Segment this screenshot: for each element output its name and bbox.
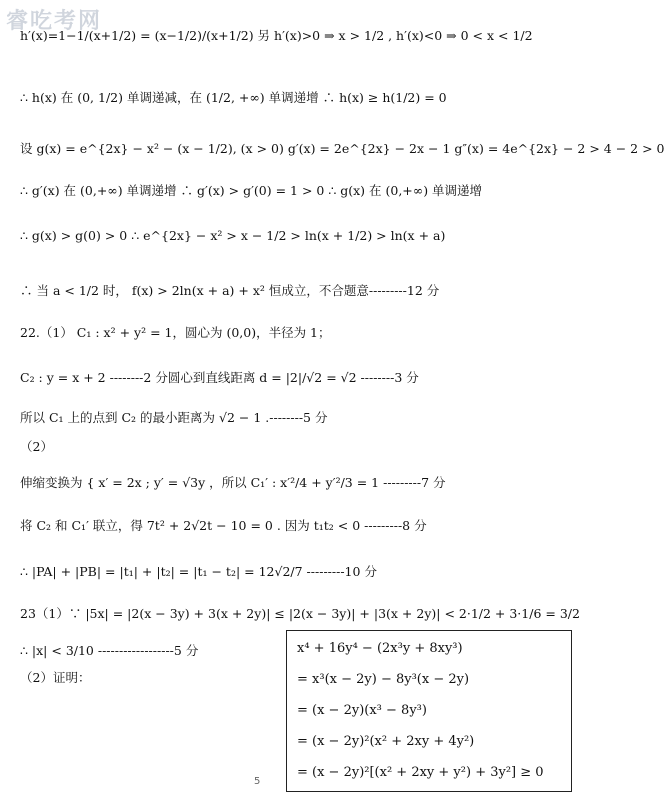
line-1: h′(x)=1−1/(x+1/2) = (x−1/2)/(x+1/2) 另 h′(x)>0 ⇒ x > 1/2 , h′(x)<0 ⇒ 0 < x < 1/2 [20, 28, 533, 43]
proof-line-4: = (x − 2y)²(x² + 2xy + 4y²) [297, 734, 475, 749]
line-13: ∴ |PA| + |PB| = |t₁| + |t₂| = |t₁ − t₂| = 12√2/7 ---------10 分 [20, 564, 377, 579]
line-10: （2） [20, 439, 53, 454]
page-number: 5 [254, 776, 261, 787]
proof-line-1: x⁴ + 16y⁴ − (2x³y + 8xy³) [297, 641, 463, 656]
proof-box [286, 630, 572, 792]
line-12: 将 C₂ 和 C₁′ 联立，得 7t² + 2√2t − 10 = 0 . 因为 t₁t₂ < 0 ---------8 分 [20, 518, 427, 533]
line-2: ∴ h(x) 在 (0, 1/2) 单调递减，在 (1/2, +∞) 单调递增 ∴ h(x) ≥ h(1/2) = 0 [20, 90, 447, 105]
line-15: ∴ |x| < 3/10 ------------------5 分 [20, 643, 199, 658]
line-3: 设 g(x) = e^{2x} − x² − (x − 1/2), (x > 0) g′(x) = 2e^{2x} − 2x − 1 g″(x) = 4e^{2x} − 2 > 4 − 2 > 0 [20, 141, 665, 156]
line-5: ∴ g(x) > g(0) > 0 ∴ e^{2x} − x² > x − 1/2 > ln(x + 1/2) > ln(x + a) [20, 228, 446, 243]
line-8: C₂ : y = x + 2 --------2 分圆心到直线距离 d = |2|/√2 = √2 --------3 分 [20, 370, 419, 385]
line-7: 22.（1） C₁ : x² + y² = 1，圆心为 (0,0)，半径为 1； [20, 325, 331, 340]
proof-line-5: = (x − 2y)²[(x² + 2xy + y²) + 3y²] ≥ 0 [297, 765, 544, 780]
line-4: ∴ g′(x) 在 (0,+∞) 单调递增 ∴ g′(x) > g′(0) = 1 > 0 ∴ g(x) 在 (0,+∞) 单调递增 [20, 183, 483, 198]
watermark-logo: 睿吃考网 [6, 9, 103, 34]
proof-line-2: = x³(x − 2y) − 8y³(x − 2y) [297, 672, 470, 687]
line-11: 伸缩变换为 { x′ = 2x ; y′ = √3y ，所以 C₁′ : x′²/4 + y′²/3 = 1 ---------7 分 [20, 475, 446, 490]
proof-line-3: = (x − 2y)(x³ − 8y³) [297, 703, 427, 718]
line-14: 23（1）∵ |5x| = |2(x − 3y) + 3(x + 2y)| ≤ |2(x − 3y)| + |3(x + 2y)| < 2·1/2 + 3·1/6 = 3/2 [20, 606, 580, 621]
line-9: 所以 C₁ 上的点到 C₂ 的最小距离为 √2 − 1 .--------5 分 [20, 410, 328, 425]
line-16: （2）证明： [20, 670, 91, 685]
line-6: ∴ 当 a < 1/2 时， f(x) > 2ln(x + a) + x² 恒成立，不合题意---------12 分 [20, 283, 440, 298]
